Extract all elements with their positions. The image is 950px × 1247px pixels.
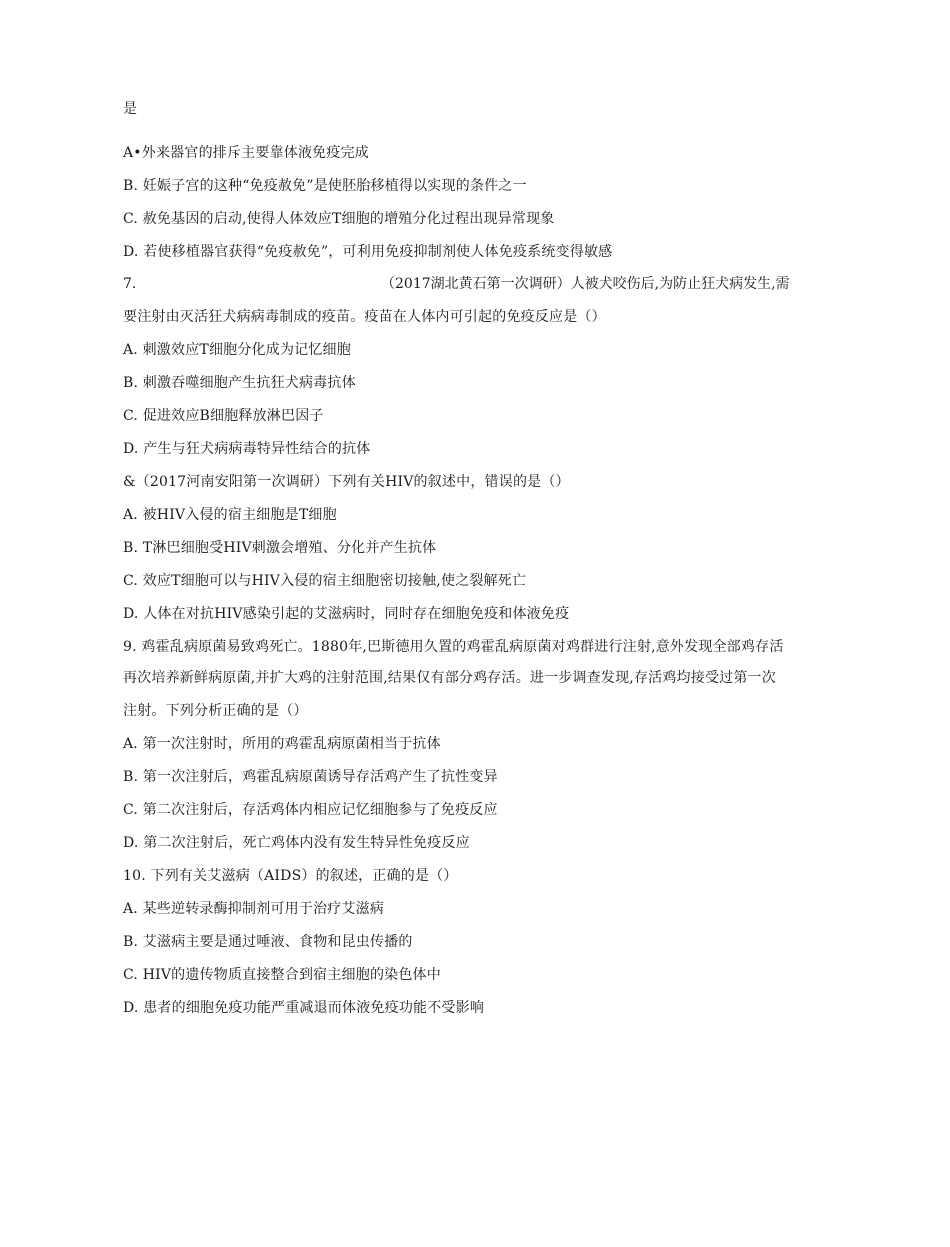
q9-stem-line3: 注射。下列分析正确的是（）: [123, 703, 308, 719]
q7-stem-line1: （2017湖北黄石第一次调研）人被犬咬伤后,为防止狂犬病发生,需: [381, 276, 790, 292]
q8-option-b: B. T淋巴细胞受HIV刺激会增殖、分化并产生抗体: [123, 540, 437, 556]
q10-option-c: C. HIV的遗传物质直接整合到宿主细胞的染色体中: [123, 967, 441, 983]
q7-option-b: B. 刺激吞噬细胞产生抗狂犬病毒抗体: [123, 375, 356, 391]
q6-option-d: D. 若使移植器官获得“免疫赦免”，可利用免疫抑制剂使人体免疫系统变得敏感: [123, 244, 613, 260]
q7-option-d: D. 产生与狂犬病病毒特异性结合的抗体: [123, 441, 371, 457]
text-line: 是: [123, 101, 138, 117]
q8-option-c: C. 效应T细胞可以与HIV入侵的宿主细胞密切接触,使之裂解死亡: [123, 573, 527, 589]
q9-option-c: C. 第二次注射后，存活鸡体内相应记忆细胞参与了免疫反应: [123, 802, 498, 818]
q6-option-c: C. 赦免基因的启动,使得人体效应T细胞的增殖分化过程出现异常现象: [123, 211, 555, 227]
q10-stem: 10. 下列有关艾滋病（AIDS）的叙述，正确的是（）: [123, 868, 458, 884]
q9-option-d: D. 第二次注射后，死亡鸡体内没有发生特异性免疫反应: [123, 835, 470, 851]
q9-option-a: A. 第一次注射时，所用的鸡霍乱病原菌相当于抗体: [123, 736, 441, 752]
q10-option-b: B. 艾滋病主要是通过唾液、食物和昆虫传播的: [123, 934, 413, 950]
q7-number: 7.: [123, 276, 137, 292]
q8-option-d: D. 人体在对抗HIV感染引起的艾滋病时，同时存在细胞免疫和体液免疫: [123, 606, 570, 622]
q9-stem-line1: 9. 鸡霍乱病原菌易致鸡死亡。1880年,巴斯德用久置的鸡霍乱病原菌对鸡群进行注射,意外发现全部鸡存活: [123, 639, 784, 655]
q7-stem-line2: 要注射由灭活狂犬病病毒制成的疫苗。疫苗在人体内可引起的免疫反应是（）: [123, 309, 606, 325]
q9-stem-line2: 再次培养新鲜病原菌,并扩大鸡的注射范围,结果仅有部分鸡存活。进一步调查发现,存活鸡均接受过第一次: [123, 670, 776, 686]
q10-option-d: D. 患者的细胞免疫功能严重减退而体液免疫功能不受影响: [123, 1000, 485, 1016]
q8-stem: &（2017河南安阳第一次调研）下列有关HIV的叙述中，错误的是（）: [123, 474, 570, 490]
q7-option-c: C. 促进效应B细胞释放淋巴因子: [123, 408, 324, 424]
q8-option-a: A. 被HIV入侵的宿主细胞是T细胞: [123, 507, 337, 523]
q6-option-a: A•外来器官的排斥主要靠体液免疫完成: [123, 145, 369, 161]
q7-option-a: A. 刺激效应T细胞分化成为记忆细胞: [123, 342, 351, 358]
q6-option-b: B. 妊娠子宫的这种“免疫赦免”是使胚胎移植得以实现的条件之一: [123, 178, 527, 194]
q10-option-a: A. 某些逆转录酶抑制剂可用于治疗艾滋病: [123, 901, 385, 917]
q9-option-b: B. 第一次注射后，鸡霍乱病原菌诱导存活鸡产生了抗性变异: [123, 769, 498, 785]
